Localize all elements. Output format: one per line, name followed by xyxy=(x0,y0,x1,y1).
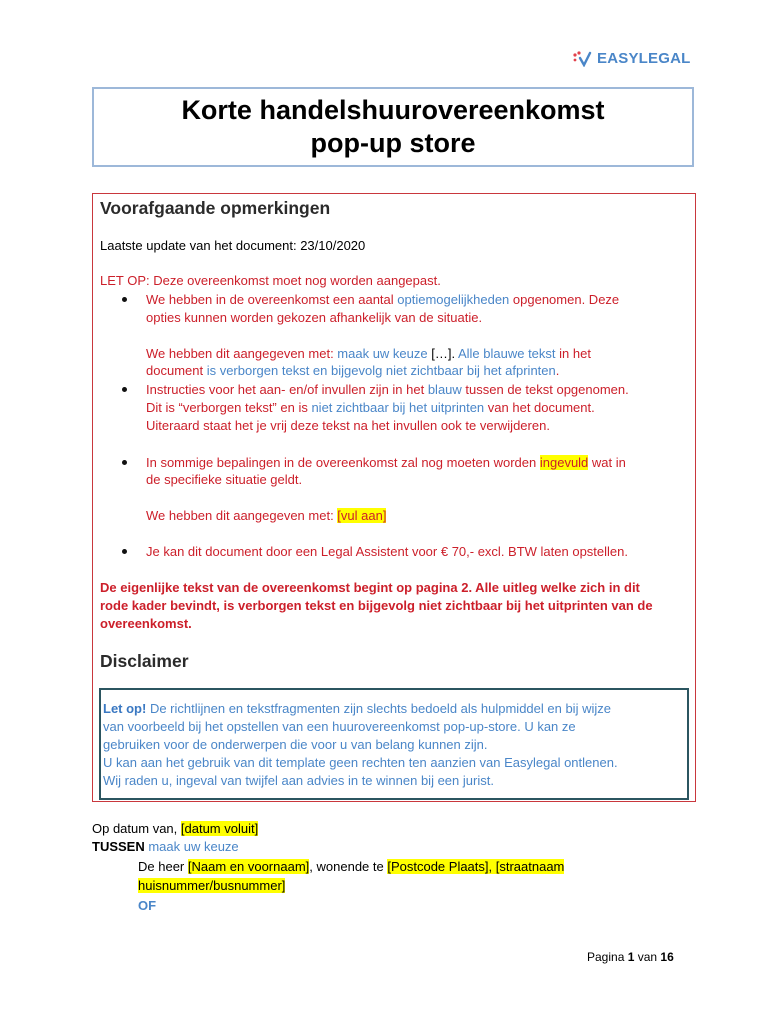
bullet-marker xyxy=(122,460,127,465)
bullet-3-line-2: de specifieke situatie geldt. xyxy=(146,472,303,487)
bullet-1-line-1: We hebben in de overeenkomst een aantal optiemogelijkheden opgenomen. Deze xyxy=(146,292,620,307)
party-line-1: De heer [Naam en voornaam], wonende te [Postcode Plaats], [straatnaam xyxy=(138,859,565,874)
document-title-box xyxy=(92,87,694,167)
update-line: Laatste update van het document: 23/10/2020 xyxy=(100,238,366,253)
title-line-1: Korte handelshuurovereenkomst xyxy=(181,95,605,125)
logo-mark-icon xyxy=(572,51,594,67)
bullet-2-line-2: Dit is “verborgen tekst” en is niet zichtbaar bij het uitprinten van het document. xyxy=(146,400,595,415)
bullet-4-line: Je kan dit document door een Legal Assistent voor € 70,- excl. BTW laten opstellen. xyxy=(146,544,628,559)
disclaimer-line-4: U kan aan het gebruik van dit template geen rechten ten aanzien van Easylegal ontlenen. xyxy=(103,755,618,770)
disclaimer-line-5: Wij raden u, ingeval van twijfel aan advies in te winnen bij een jurist. xyxy=(103,773,494,788)
note-line-2: rode kader bevindt, is verborgen tekst en bijgevolg niet zichtbaar bij het uitprinten van de xyxy=(100,598,653,613)
tussen-line: TUSSEN maak uw keuze xyxy=(92,839,239,854)
easylegal-logo xyxy=(572,50,690,67)
let-op-line: LET OP: Deze overeenkomst moet nog worden aangepast. xyxy=(100,273,441,288)
bullet-1-line-4: document is verborgen tekst en bijgevolg niet zichtbaar bij het afprinten. xyxy=(146,363,560,378)
note-line-1: De eigenlijke tekst van de overeenkomst begint op pagina 2. Alle uitleg welke zich in dit xyxy=(100,580,640,595)
date-line: Op datum van, [datum voluit] xyxy=(92,821,259,836)
disclaimer-line-1: Let op! De richtlijnen en tekstfragmenten zijn slechts bedoeld als hulpmiddel en bij wijze xyxy=(103,701,611,716)
title-line-2: pop-up store xyxy=(310,128,476,158)
note-line-3: overeenkomst. xyxy=(100,616,192,631)
logo-text: EASYLEGAL xyxy=(597,50,691,67)
bullet-3-line-1: In sommige bepalingen in de overeenkomst zal nog moeten worden ingevuld wat in xyxy=(146,455,626,470)
disclaimer-line-2: van voorbeeld bij het opstellen van een huurovereenkomst pop-up-store. U kan ze xyxy=(103,719,576,734)
bullet-marker xyxy=(122,549,127,554)
preliminary-heading: Voorafgaande opmerkingen xyxy=(100,198,331,218)
disclaimer-line-3: gebruiken voor de onderwerpen die voor u van belang kunnen zijn. xyxy=(103,737,488,752)
bullet-2-line-1: Instructies voor het aan- en/of invullen zijn in het blauw tussen de tekst opgenomen. xyxy=(146,382,629,397)
bullet-2-line-3: Uiteraard staat het je vrij deze tekst na het invullen ook te verwijderen. xyxy=(146,418,550,433)
party-line-2: huisnummer/busnummer] xyxy=(138,878,286,893)
bullet-1-line-3: We hebben dit aangegeven met: maak uw keuze […]. Alle blauwe tekst in het xyxy=(146,346,591,361)
page-number: Pagina 1 van 16 xyxy=(587,950,674,964)
bullet-1-line-2: opties kunnen worden gekozen afhankelijk van de situatie. xyxy=(146,310,483,325)
bullet-marker xyxy=(122,297,127,302)
bullet-3-line-3: We hebben dit aangegeven met: [vul aan] xyxy=(146,508,387,523)
or-label: OF xyxy=(138,898,157,913)
bullet-marker xyxy=(122,387,127,392)
disclaimer-heading: Disclaimer xyxy=(100,651,189,671)
